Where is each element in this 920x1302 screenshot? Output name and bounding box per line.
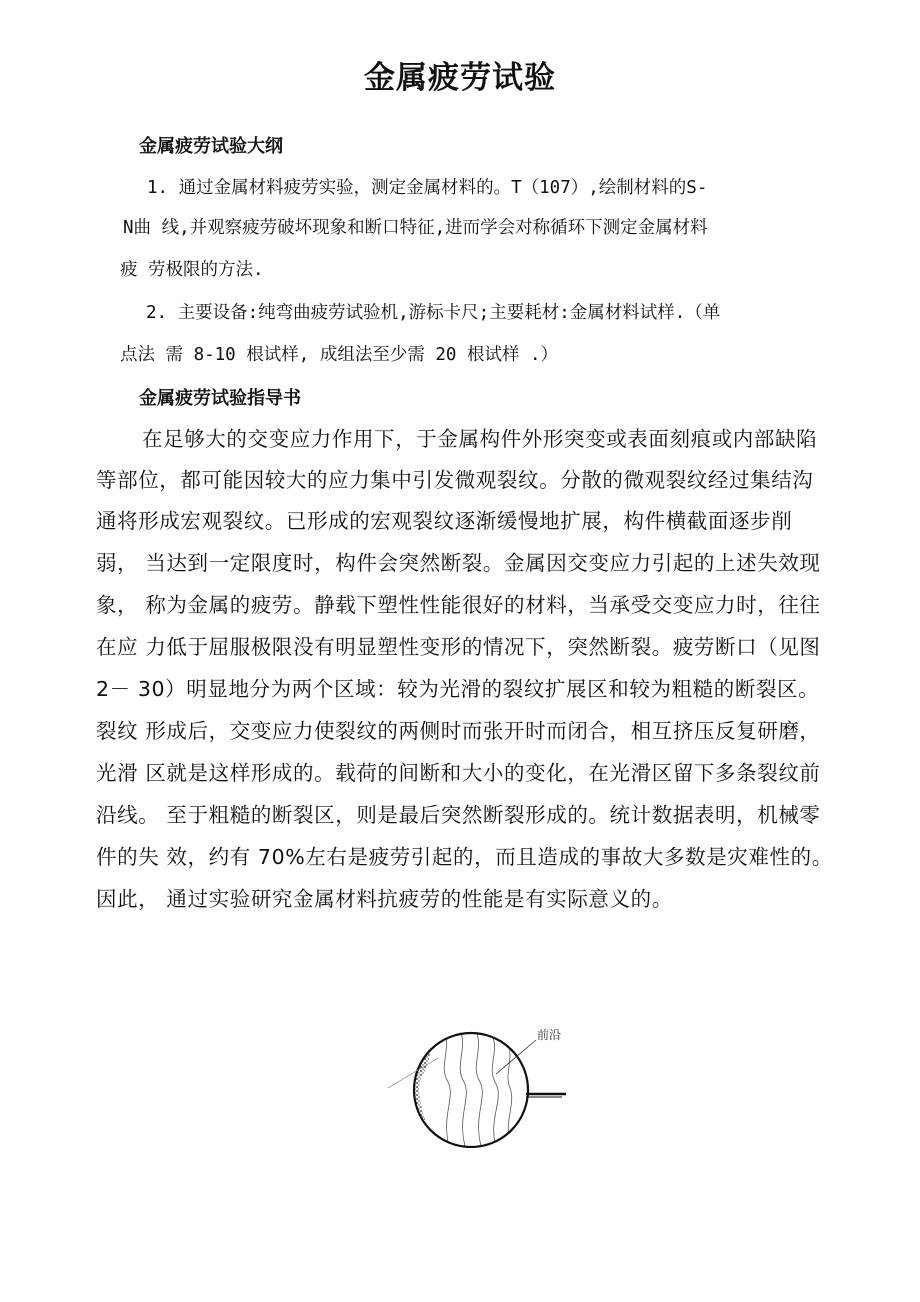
label-leader-line (496, 1040, 536, 1074)
outline-item-1-line-1: 1. 通过金属材料疲劳实验，测定金属材料的。T（107）,绘制材料的S- (147, 178, 708, 198)
outline-item-1-line-3: 疲 劳极限的方法. (120, 260, 264, 280)
figure-label: 前沿 (537, 1028, 562, 1042)
guide-line: 象， 称为金属的疲劳。静载下塑性性能很好的材料，当承受交变应力时，往往 (96, 593, 821, 617)
guide-line: 裂纹 形成后，交变应力使裂纹的两侧时而张开时而闭合，相互挤压反复研磨， (96, 719, 821, 743)
guide-line: 在应 力低于屈服极限没有明显塑性变形的情况下，突然断裂。疲劳断口（见图 (96, 635, 821, 659)
outline-item-1-line-2: N曲 线,并观察疲劳破坏现象和断口特征,进而学会对称循环下测定金属材料 (123, 218, 708, 238)
outline-item-2-line-1: 2. 主要设备:纯弯曲疲劳试验机,游标卡尺;主要耗材:金属材料试样.（单 (146, 303, 721, 323)
guide-line: 等部位，都可能因较大的应力集中引发微观裂纹。分散的微观裂纹经过集结沟 (96, 468, 814, 492)
guide-line: 件的失 效，约有 70%左右是疲劳引起的，而且造成的事故大多数是灾难性的。 (96, 845, 833, 869)
guide-line: 光滑 区就是这样形成的。载荷的间断和大小的变化，在光滑区留下多条裂纹前 (96, 761, 821, 785)
guide-line: 通将形成宏观裂纹。已形成的宏观裂纹逐渐缓慢地扩展，构件横截面逐步削 (96, 509, 793, 533)
reference-line (388, 1058, 438, 1088)
outline-heading: 金属疲劳试验大纲 (139, 136, 283, 157)
guide-line: 在足够大的交变应力作用下，于金属构件外形突变或表面刻痕或内部缺陷 (142, 427, 818, 451)
beach-marks (444, 1030, 512, 1148)
guide-line: 因此， 通过实验研究金属材料抗疲劳的性能是有实际意义的。 (96, 887, 673, 911)
guide-line: 沿线。 至于粗糙的断裂区，则是最后突然断裂形成的。统计数据表明，机械零 (96, 803, 821, 827)
guide-line: 弱， 当达到一定限度时，构件会突然断裂。金属因交变应力引起的上述失效现 (96, 551, 821, 575)
guide-heading: 金属疲劳试验指导书 (139, 388, 301, 409)
outline-item-2-line-2: 点法 需 8-10 根试样, 成组法至少需 20 根试样 .） (120, 345, 559, 365)
page-title: 金属疲劳试验 (364, 60, 556, 96)
guide-line: 2－ 30）明显地分为两个区域：较为光滑的裂纹扩展区和较为粗糙的断裂区。 (96, 677, 820, 701)
